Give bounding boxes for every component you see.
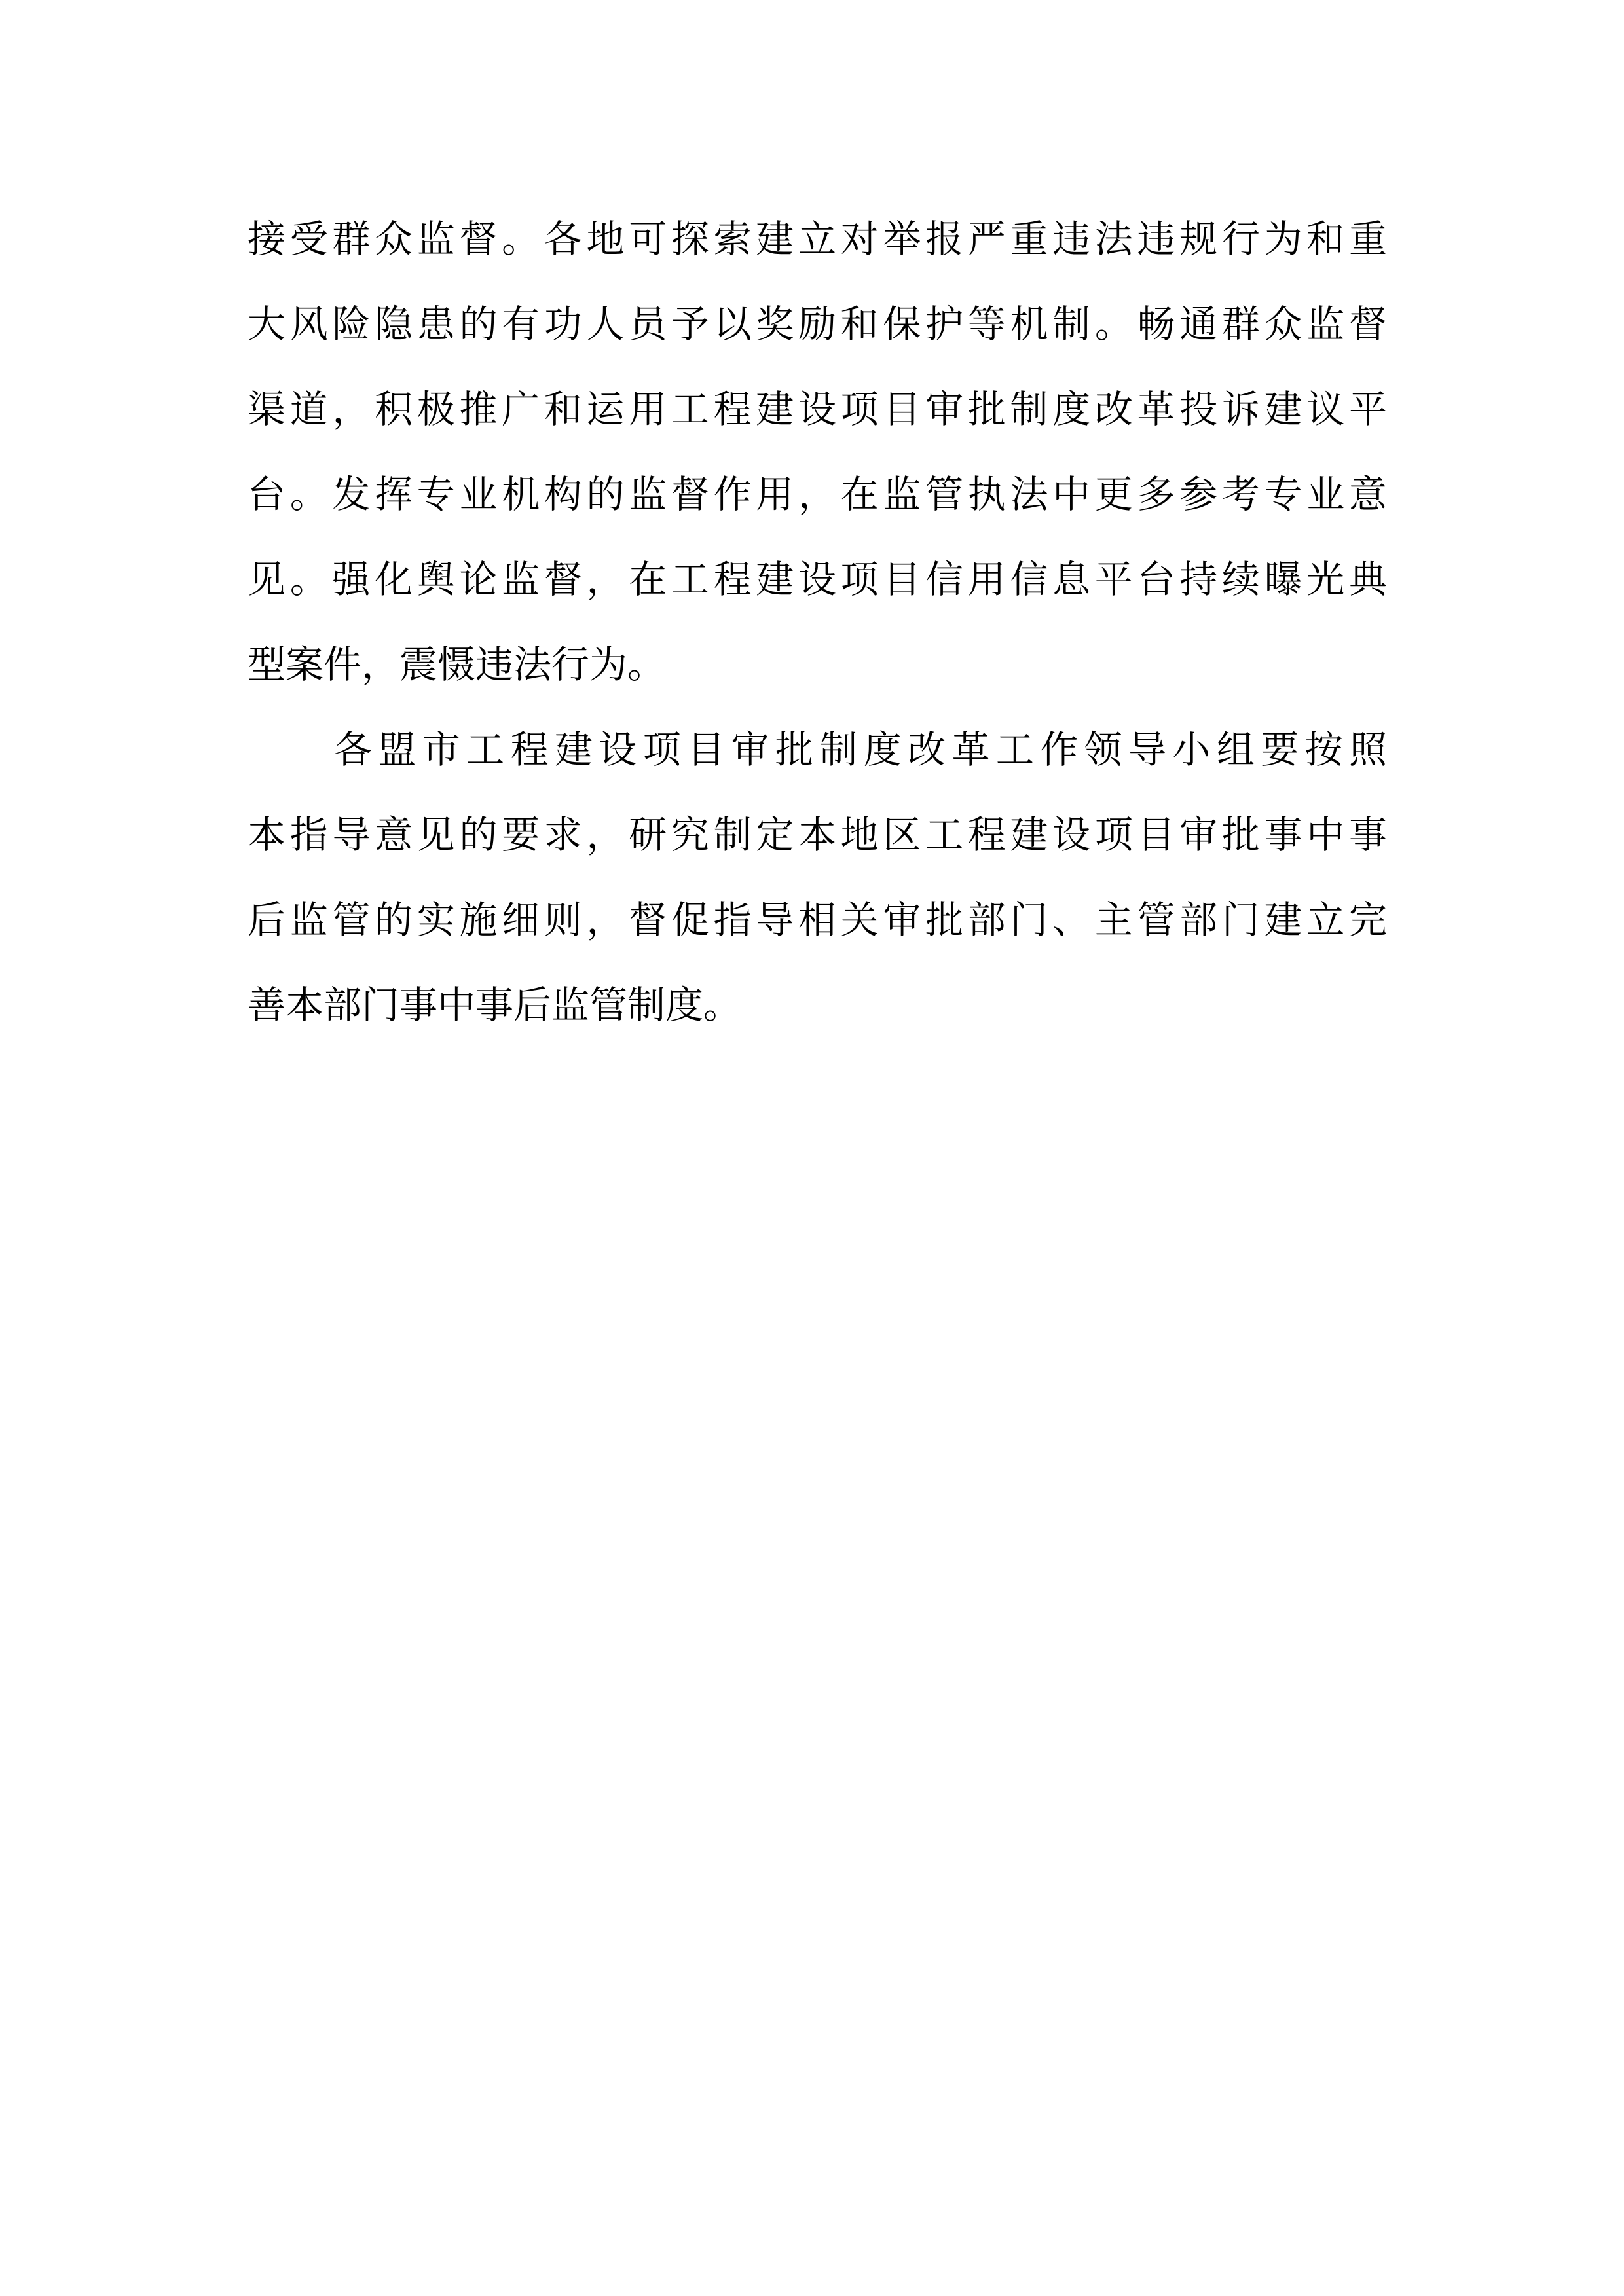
- text-line: 渠道，积极推广和运用工程建设项目审批制度改革投诉建议平: [248, 387, 1387, 431]
- text-line: 见。强化舆论监督，在工程建设项目信用信息平台持续曝光典: [248, 557, 1387, 602]
- text-line: 善本部门事中事后监管制度。: [248, 983, 742, 1027]
- paragraph-1: [248, 196, 1387, 707]
- text-line: 型案件，震慑违法行为。: [248, 642, 666, 687]
- text-line: 本指导意见的要求，研究制定本地区工程建设项目审批事中事: [248, 812, 1387, 857]
- text-line: 大风险隐患的有功人员予以奖励和保护等机制。畅通群众监督: [248, 302, 1387, 346]
- body-text: [248, 196, 1387, 1048]
- text-line: 后监管的实施细则，督促指导相关审批部门、主管部门建立完: [248, 898, 1387, 942]
- text-line: 接受群众监督。各地可探索建立对举报严重违法违规行为和重: [248, 217, 1387, 261]
- text-line: 台。发挥专业机构的监督作用，在监管执法中更多参考专业意: [248, 472, 1387, 517]
- paragraph-2: [248, 707, 1387, 1048]
- text-line: 各盟市工程建设项目审批制度改革工作领导小组要按照: [334, 727, 1387, 772]
